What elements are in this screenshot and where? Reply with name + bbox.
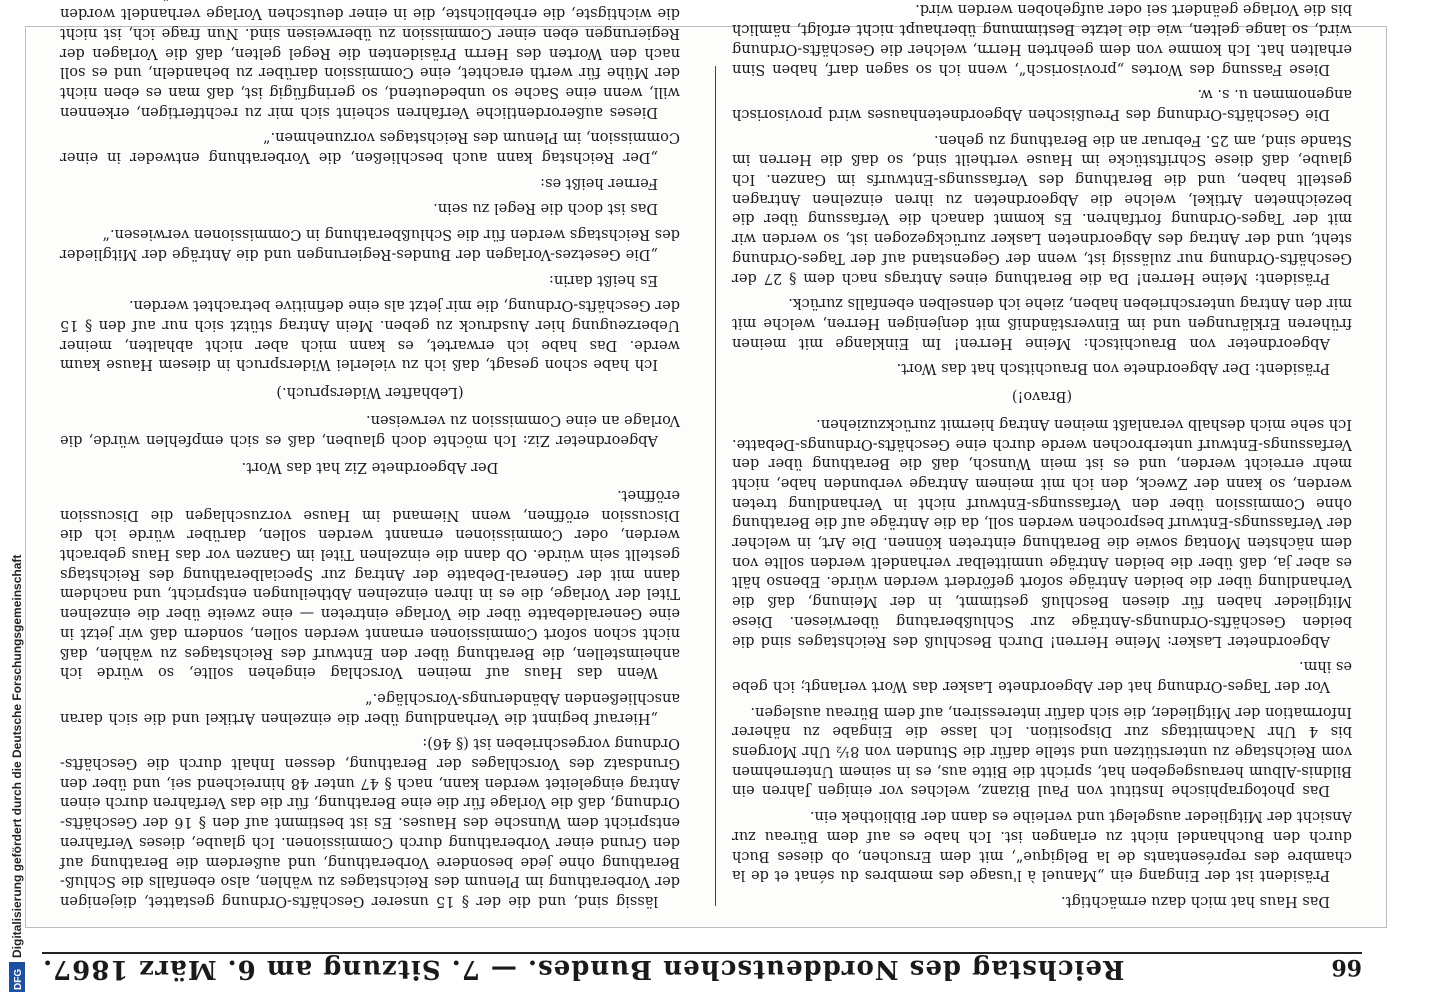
column-divider [715, 66, 716, 906]
paragraph: Abgeordneter von Brauchitsch: Meine Herren! Im Einklange mit meinen früheren Erklärungen und im Einverständniß mit denjenigen Herren, welche mit mir den Antrag unterschrieben haben, ziehe ich denselben ebenfalls zurück. [732, 295, 1352, 351]
quotation: „Der Reichstag kann auch beschließen, die Vorberathung entweder in einer Commission, im Plenum des Reichstages vorzunehmen.“ [60, 129, 680, 166]
paragraph: Abgeordneter Lasker: Meine Herren! Durch Beschluß des Reichstages sind die beiden Geschäfts-Ordnungs-Anträge zur Schlußberatung überwiesen. Diese Mitglieder haben für diesen Beschluß gestimmt, in der Meinung, daß die Verhandlung über die beiden Anträge sofort gefördert werden würde. Ebenso hält es aber ja, daß über die beiden Anträge unmittelbar verhandelt werden sollte von dem nächsten Montag sowie die Berathung eintreten können. Die Art, in welcher der Verfassungs-Entwurf besprochen werden soll, da die Anträge auf die Berathung ohne Commission über den Verfassungs-Entwurf nicht in Verhandlung treten werden, so kann der Zweck, den ich mit meinem Antrage verbunden habe, nicht mehr erreicht werden, und es ist mein Wunsch, daß die Berathung über den Verfassungs-Entwurf unterbrochen werde durch eine Geschäfts-Ordnungs-Debatte. Ich sehe mich deshalb veranlaßt meinen Antrag hiermit zurückzuziehen. [732, 415, 1352, 649]
paragraph: Diese Fassung des Wortes „provisorisch“, wenn ich so sagen darf, haben Sinn erhalten hat. Ich komme von dem geehrten Herrn, welcher die Geschäfts-Ordnung wird, so lange gelten, wie die letzte Bestimmung überhaupt nicht erfolgt, nämlich bis die Vorlage geändert sei oder aufgehoben werden wird. [732, 1, 1352, 77]
paragraph: Vor der Tages-Ordnung hat der Abgeordnete Lasker das Wort verlangt; ich gebe es ihm. [732, 658, 1352, 694]
dfg-logo-text: DFG [13, 968, 24, 990]
page-number: 66 [1331, 954, 1362, 980]
right-column [60, 5, 680, 910]
paragraph: Das Haus hat mich dazu ermächtigt. [1061, 893, 1330, 909]
paragraph: Präsident: Meine Herren! Da die Berathung eines Antrags nach dem § 27 der Geschäfts-Ordnung nur zulässig ist, wenn der Gegenstand auf der Tages-Ordnung steht, und der Antrag des Abgeordneten Lasker zurückgezogen ist, so werden wir mit der Tages-Ordnung fortfahren. Es kommt danach die Verfassung über die bezeichneten Artikel, welche die Abgeordneten zu ihren einzelnen Antragen gestellt haben, und die Berathung des Verfassungs-Entwurfs im Ganzen. Ich glaube, daß diese Schriftstücke im Hause vertheilt sind, so daß die Herren im Stande sind, am 25. Februar an die Berathung zu gehen. [732, 131, 1352, 286]
paragraph: Das photographische Institut von Paul Bizanz, welches vor einigen Jahren ein Bildnis-Album herausgegeben hat, spricht die Bitte aus, es in seinem Unternehmen vom Reichstage zu unterstützen und stelle dafür die Stunden von 8½ Uhr Morgens bis 4 Uhr Nachmittags zur Disposition. Ich lasse die Eingabe zu näherer Information der Mitglieder, die sich dafür interessiren, auf dem Büreau auslegen. [732, 703, 1352, 799]
speaker-intro: Präsident: Der Abgeordnete von Brauchitsch hat das Wort. [896, 360, 1330, 377]
paragraph: lässig sind, und die der § 15 unserer Geschäfts-Ordnung gestattet, diejenigen der Vorberathung im Plenum des Reichstages zu wählen, also ebenfalls die Schluß-Berathung ohne jede besondere Vorberathung, und außerdem die Berathung auf den Grund einer Vorberathung durch Commissionen. Ich glaube, dieses Verfahren entspricht dem Wunsche des Hauses. Es ist bestimmt auf den § 16 der Geschäfts-Ordnung, daß die Vorlage für die eine Berathung, für die das Verfahren durch einen Antrag eingeleitet werden kann, nach § 47 unter 48 hinreichend sei, und über den Grundsatz des Vorschlages der Berathung, dessen Inhalt durch die Geschäfts-Ordnung vorgeschrieben ist (§ 46): [60, 735, 680, 909]
credit-svg [6, 0, 28, 1000]
credit-text: Digitalisierung gefördert durch die Deutsche Forschungsgemeinschaft [10, 554, 24, 958]
speaker-intro: Der Abgeordnete Ziz hat das Wort. [241, 459, 499, 476]
paragraph: Ich habe schon gesagt, daß ich zu vielerlei Widerspruch in diesem Hause kaum werde. Das habe ich erwartet, es kann mich aber nicht abhalten, meiner Ueberzeugung hier Ausdruck zu geben. Mein Antrag stützt sich nur auf den § 15 der Geschäfts-Ordnung, die mir jetzt als eine definitive betrachtet werden. [60, 297, 680, 373]
paragraph: Dieses außerordentliche Verfahren scheint sich mir zu rechtfertigen, erkennen will, wenn eine Sache so unbedeutend, so geringfügig ist, daß man es eben nicht der Mühe für werth erachtet, eine Commission darüber zu behandeln, und es soll nach den Worten des Herrn Präsidenten die Regel gelten, daß die Vorlagen der Regierungen eben einer Commission zu überweisen sind. Nun frage ich, ist nicht die wichtigste, die erheblichste, die in einer deutschen Vorlage verhandelt worden [60, 5, 680, 120]
quotation: „Hierauf beginnt die Verhandlung über die einzelnen Artikel und die sich daran anschließenden Abänderungs-Vorschläge.“ [60, 689, 680, 726]
paragraph: Die Geschäfts-Ordnung des Preußischen Abgeordnetenhauses wird provisorisch angenommen u. s. w. [732, 86, 1352, 122]
paragraph: Es heißt darin: [548, 271, 658, 288]
paragraph: Ferner heißt es: [540, 174, 658, 191]
running-title: Reichstag des Norddeutschen Bundes. — 7. Sitzung am 6. März 1867. [42, 954, 1125, 984]
quotation: „Die Gesetzes-Vorlagen der Bundes-Regierungen und die Anträge der Mitglieder des Reichstags werden für die Schlußberathung in Commissionen verwiesen.“ [60, 226, 680, 262]
paragraph: Präsident ist der Eingang ein „Manuel à l'usage des membres du sénat et de la chambre des représentants de la Belgique“, mit dem Ersuchen, ob dieses Buch durch den Buchhandel nicht zu erlangen ist. Ich habe es auf dem Büreau zur Ansicht der Mitglieder ausgelegt und verleihe es dann der Bibliothek ein. [732, 808, 1352, 884]
interjection-bravo: (Bravo!) [1011, 388, 1073, 405]
interjection-laughter: (Lebhafter Widerspruch.) [276, 384, 464, 401]
paragraph: Das ist doch die Regel zu sein. [433, 200, 658, 217]
paragraph: Wenn das Haus auf meinen Vorschlag eingehen sollte, so würde ich anheimstellen, die Berathung über den Entwurf des Reichstages zu wählen, daß nicht schon sofort Commissionen ernannt werden sollen, sondern daß wir jetzt in eine Generaldebatte über die Vorlage eintreten — eine zweite über die einzelnen Titel der Vorlage, die es in ihren einzelnen Abtheilungen entspricht, und nachdem dann mit der General-Debatte der Antrag zur Specialberathung des Reichstags gestellt sein würde. Ob dann die einzelnen Titel im Ganzen vor das Haus gebracht werden, oder Commissionen ernannt werden sollen, darüber würde ich die Discussion eröffnen, wenn Niemand im Hause vorzuschlagen die Discussion eröffnet. [60, 486, 680, 681]
paragraph: Abgeordneter Ziz: Ich möchte doch glauben, daß es sich empfehlen würde, die Vorlage an eine Commission zu verweisen. [60, 411, 680, 448]
digitization-credit-strip [6, 0, 28, 1000]
left-column [732, 1, 1352, 910]
page-header [42, 952, 1362, 990]
